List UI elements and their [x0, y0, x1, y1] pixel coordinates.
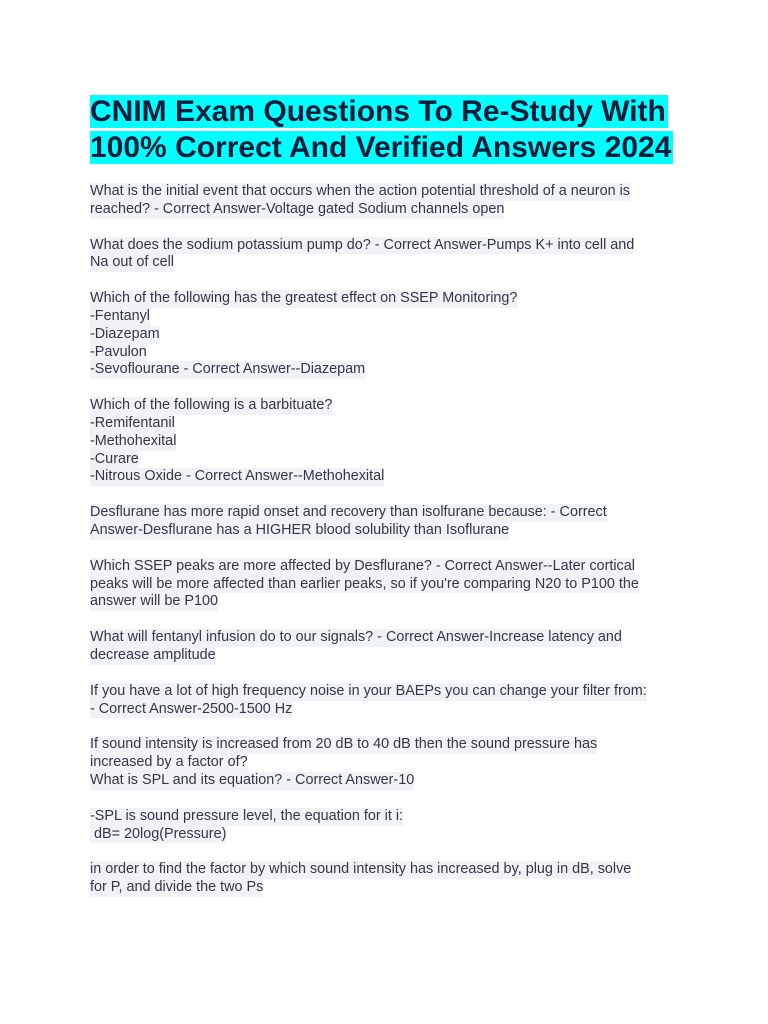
qa-item	[90, 290, 680, 379]
qa-line: Which SSEP peaks are more affected by Desflurane? - Correct Answer--Later cortical	[90, 557, 635, 574]
qa-line: If sound intensity is increased from 20 dB to 40 dB then the sound pressure has	[90, 736, 598, 753]
title-line: CNIM Exam Questions To Re-Study With	[90, 95, 666, 128]
qa-line: Answer-Desflurane has a HIGHER blood solubility than Isoflurane	[90, 521, 510, 538]
qa-line: answer will be P100	[90, 593, 218, 610]
qa-line: -Remifentanil	[90, 414, 175, 431]
qa-item	[90, 397, 680, 486]
qa-line: dB= 20log(Pressure)	[90, 825, 227, 842]
qa-line: -Curare	[90, 450, 139, 467]
qa-line: Desflurane has more rapid onset and recovery than isolfurane because: - Correct	[90, 504, 607, 521]
qa-item	[90, 504, 680, 540]
qa-line: increased by a factor of?	[90, 754, 248, 771]
qa-item	[90, 683, 680, 719]
qa-line: What is SPL and its equation? - Correct Answer-10	[90, 771, 415, 788]
qa-line: What is the initial event that occurs when the action potential threshold of a neuron is	[90, 183, 630, 199]
qa-line: -Methohexital	[90, 432, 177, 449]
qa-line: What does the sodium potassium pump do? - Correct Answer-Pumps K+ into cell and	[90, 236, 635, 253]
qa-line: Which of the following is a barbituate?	[90, 397, 333, 414]
qa-line: If you have a lot of high frequency noise in your BAEPs you can change your filter from:	[90, 682, 647, 699]
qa-line: What will fentanyl infusion do to our signals? - Correct Answer-Increase latency and	[90, 629, 622, 646]
qa-line: peaks will be more affected than earlier peaks, so if you're comparing N20 to P100 the	[90, 575, 639, 592]
qa-item	[90, 629, 680, 665]
qa-line: -Diazepam	[90, 325, 160, 342]
document-page	[90, 94, 680, 915]
qa-item	[90, 183, 680, 219]
qa-line: Which of the following has the greatest effect on SSEP Monitoring?	[90, 290, 518, 307]
qa-line: decrease amplitude	[90, 646, 216, 663]
qa-item	[90, 558, 680, 611]
qa-line: -Nitrous Oxide - Correct Answer--Methohexital	[90, 468, 385, 485]
qa-line: -Pavulon	[90, 343, 147, 360]
qa-item	[90, 736, 680, 789]
qa-item	[90, 808, 680, 844]
qa-line: Na out of cell	[90, 254, 174, 271]
qa-line: -Fentanyl	[90, 307, 150, 324]
qa-line: reached? - Correct Answer-Voltage gated Sodium channels open	[90, 200, 505, 217]
qa-line: -Sevoflourane - Correct Answer--Diazepam	[90, 361, 366, 378]
title-line: 100% Correct And Verified Answers 2024	[90, 131, 672, 164]
document-title	[90, 94, 680, 166]
qa-line: in order to find the factor by which sound intensity has increased by, plug in dB, solve	[90, 861, 632, 878]
qa-line: -SPL is sound pressure level, the equation for it i:	[90, 807, 404, 824]
qa-line: - Correct Answer-2500-1500 Hz	[90, 700, 293, 717]
qa-item	[90, 861, 680, 897]
qa-line: for P, and divide the two Ps	[90, 879, 264, 896]
qa-list	[90, 183, 680, 897]
qa-item	[90, 237, 680, 273]
